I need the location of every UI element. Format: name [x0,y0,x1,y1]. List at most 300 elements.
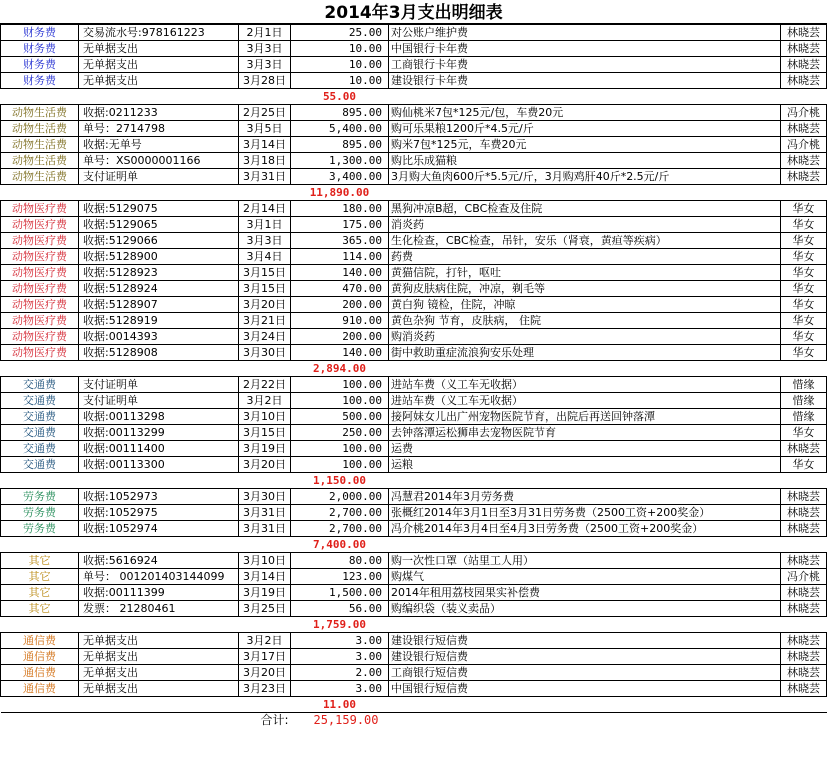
subtotal-blank [79,185,239,201]
table-row [1,569,827,585]
person-cell: 林晓芸 [781,57,827,73]
amount-cell: 200.00 [291,329,389,345]
category-cell: 财务费 [1,41,79,57]
description-cell: 购仙桃米7包*125元/包，车费20元 [389,105,781,121]
date-cell: 3月31日 [239,169,291,185]
category-cell: 财务费 [1,73,79,89]
subtotal-blank [239,89,291,105]
person-cell: 冯介桃 [781,137,827,153]
date-cell: 3月10日 [239,553,291,569]
category-cell: 通信费 [1,633,79,649]
description-cell: 黑狗冲凉B超，CBC检查及住院 [389,201,781,217]
date-cell: 2月1日 [239,25,291,41]
description-cell: 接阿妹女儿出广州宠物医院节育，出院后再送回钟落潭 [389,409,781,425]
table-row [1,409,827,425]
document-cell: 收据:1052974 [79,521,239,537]
document-cell: 无单据支出 [79,57,239,73]
table-row [1,425,827,441]
subtotal-blank [781,617,827,633]
subtotal-amount: 1,759.00 [291,617,389,633]
person-cell: 林晓芸 [781,521,827,537]
description-cell: 工商银行卡年费 [389,57,781,73]
category-cell: 动物医疗费 [1,201,79,217]
table-row [1,73,827,89]
amount-cell: 470.00 [291,281,389,297]
table-row [1,281,827,297]
date-cell: 3月1日 [239,217,291,233]
table-row [1,57,827,73]
date-cell: 3月18日 [239,153,291,169]
amount-cell: 3,400.00 [291,169,389,185]
description-cell: 工商银行短信费 [389,665,781,681]
category-cell: 其它 [1,585,79,601]
document-cell: 无单据支出 [79,665,239,681]
category-cell: 动物医疗费 [1,265,79,281]
person-cell: 林晓芸 [781,633,827,649]
description-cell: 张概红2014年3月1日至3月31日劳务费（2500工资+200奖金） [389,505,781,521]
description-cell: 药费 [389,249,781,265]
table-row [1,297,827,313]
category-cell: 劳务费 [1,489,79,505]
category-cell: 其它 [1,553,79,569]
date-cell: 3月31日 [239,505,291,521]
document-cell: 收据:5128923 [79,265,239,281]
subtotal-blank [79,361,239,377]
table-row [1,505,827,521]
person-cell: 华女 [781,201,827,217]
category-cell: 动物生活费 [1,105,79,121]
subtotal-blank [239,697,291,713]
document-cell: 收据:0014393 [79,329,239,345]
amount-cell: 175.00 [291,217,389,233]
table-row [1,137,827,153]
table-row [1,233,827,249]
subtotal-blank [1,617,79,633]
person-cell: 惜缘 [781,409,827,425]
category-cell: 其它 [1,569,79,585]
category-cell: 交通费 [1,393,79,409]
document-cell: 支付证明单 [79,169,239,185]
person-cell: 冯介桃 [781,569,827,585]
category-cell: 交通费 [1,441,79,457]
person-cell: 林晓芸 [781,73,827,89]
document-cell: 收据:5128924 [79,281,239,297]
subtotal-blank [781,361,827,377]
table-row [1,265,827,281]
description-cell: 黄色杂狗 节育，皮肤病， 住院 [389,313,781,329]
table-row [1,41,827,57]
person-cell: 华女 [781,249,827,265]
subtotal-blank [239,537,291,553]
subtotal-blank [389,617,781,633]
description-cell: 建设银行卡年费 [389,73,781,89]
table-row [1,601,827,617]
document-cell: 收据:1052975 [79,505,239,521]
subtotal-blank [1,537,79,553]
category-cell: 财务费 [1,57,79,73]
table-row [1,489,827,505]
date-cell: 3月4日 [239,249,291,265]
table-row [1,313,827,329]
subtotal-row [1,537,827,553]
amount-cell: 2,700.00 [291,505,389,521]
person-cell: 华女 [781,281,827,297]
amount-cell: 5,400.00 [291,121,389,137]
expense-table [0,24,827,729]
date-cell: 3月15日 [239,425,291,441]
subtotal-blank [781,89,827,105]
document-cell: 无单据支出 [79,633,239,649]
table-row [1,665,827,681]
document-cell: 收据:5128907 [79,297,239,313]
date-cell: 3月21日 [239,313,291,329]
table-row [1,217,827,233]
date-cell: 3月30日 [239,345,291,361]
amount-cell: 140.00 [291,265,389,281]
subtotal-blank [781,537,827,553]
category-cell: 通信费 [1,649,79,665]
category-cell: 动物生活费 [1,121,79,137]
table-row [1,633,827,649]
person-cell: 华女 [781,457,827,473]
description-cell: 去钟落潭运松狮串去宠物医院节育 [389,425,781,441]
document-cell: 支付证明单 [79,393,239,409]
subtotal-row [1,185,827,201]
amount-cell: 2,700.00 [291,521,389,537]
document-cell: 收据:1052973 [79,489,239,505]
date-cell: 2月22日 [239,377,291,393]
person-cell: 林晓芸 [781,505,827,521]
total-blank [79,713,239,729]
date-cell: 3月3日 [239,57,291,73]
amount-cell: 114.00 [291,249,389,265]
description-cell: 黄白狗 镜检，住院，冲晾 [389,297,781,313]
document-cell: 收据:无单号 [79,137,239,153]
description-cell: 黄狗皮肤病住院，冲凉，剃毛等 [389,281,781,297]
date-cell: 2月14日 [239,201,291,217]
date-cell: 3月15日 [239,265,291,281]
person-cell: 华女 [781,329,827,345]
person-cell: 林晓芸 [781,441,827,457]
description-cell: 冯介桃2014年3月4日至4月3日劳务费（2500工资+200奖金） [389,521,781,537]
table-row [1,441,827,457]
category-cell: 交通费 [1,377,79,393]
total-blank [1,713,79,729]
description-cell: 黄猫信院，打针，呕吐 [389,265,781,281]
person-cell: 林晓芸 [781,489,827,505]
subtotal-blank [79,617,239,633]
total-label: 合计: [260,713,289,728]
subtotal-amount: 11.00 [291,697,389,713]
category-cell: 交通费 [1,425,79,441]
subtotal-blank [1,89,79,105]
document-cell: 交易流水号:978161223 [79,25,239,41]
category-cell: 动物医疗费 [1,329,79,345]
category-cell: 劳务费 [1,505,79,521]
document-cell: 收据:0211233 [79,105,239,121]
amount-cell: 895.00 [291,137,389,153]
person-cell: 林晓芸 [781,553,827,569]
subtotal-blank [79,473,239,489]
date-cell: 3月15日 [239,281,291,297]
total-blank [781,713,827,729]
person-cell: 林晓芸 [781,25,827,41]
subtotal-blank [781,473,827,489]
subtotal-blank [239,361,291,377]
person-cell: 华女 [781,217,827,233]
description-cell: 3月购大鱼肉600斤*5.5元/斤，3月购鸡肝40斤*2.5元/斤 [389,169,781,185]
date-cell: 3月25日 [239,601,291,617]
subtotal-blank [79,697,239,713]
date-cell: 3月10日 [239,409,291,425]
amount-cell: 180.00 [291,201,389,217]
subtotal-blank [389,361,781,377]
date-cell: 3月28日 [239,73,291,89]
person-cell: 林晓芸 [781,681,827,697]
subtotal-row [1,361,827,377]
person-cell: 林晓芸 [781,585,827,601]
category-cell: 劳务费 [1,521,79,537]
category-cell: 财务费 [1,25,79,41]
subtotal-blank [1,185,79,201]
subtotal-blank [389,697,781,713]
document-cell: 收据:5129075 [79,201,239,217]
subtotal-blank [1,361,79,377]
table-row [1,25,827,41]
amount-cell: 10.00 [291,57,389,73]
date-cell: 3月20日 [239,297,291,313]
category-cell: 动物生活费 [1,153,79,169]
subtotal-blank [239,473,291,489]
table-row [1,105,827,121]
document-cell: 收据:00111400 [79,441,239,457]
category-cell: 动物医疗费 [1,249,79,265]
date-cell: 3月14日 [239,137,291,153]
description-cell: 建设银行短信费 [389,649,781,665]
category-cell: 交通费 [1,409,79,425]
description-cell: 建设银行短信费 [389,633,781,649]
subtotal-blank [389,89,781,105]
description-cell: 进站车费（义工车无收据） [389,377,781,393]
category-cell: 动物医疗费 [1,313,79,329]
document-cell: 单号：2714798 [79,121,239,137]
document-cell: 单号： 001201403144099 [79,569,239,585]
amount-cell: 100.00 [291,457,389,473]
description-cell: 购消炎药 [389,329,781,345]
person-cell: 华女 [781,265,827,281]
date-cell: 3月5日 [239,121,291,137]
category-cell: 动物生活费 [1,169,79,185]
category-cell: 动物医疗费 [1,297,79,313]
amount-cell: 200.00 [291,297,389,313]
table-row [1,121,827,137]
amount-cell: 910.00 [291,313,389,329]
description-cell: 对公账户维护费 [389,25,781,41]
description-cell: 进站车费（义工车无收据） [389,393,781,409]
date-cell: 3月2日 [239,633,291,649]
date-cell: 3月20日 [239,665,291,681]
date-cell: 3月14日 [239,569,291,585]
table-row [1,377,827,393]
amount-cell: 2,000.00 [291,489,389,505]
amount-cell: 3.00 [291,633,389,649]
subtotal-row [1,697,827,713]
description-cell: 消炎药 [389,217,781,233]
amount-cell: 3.00 [291,681,389,697]
total-blank [389,713,781,729]
person-cell: 惜缘 [781,393,827,409]
amount-cell: 10.00 [291,41,389,57]
document-cell: 无单据支出 [79,649,239,665]
document-cell: 收据:00113300 [79,457,239,473]
person-cell: 华女 [781,345,827,361]
table-row [1,521,827,537]
description-cell: 2014年租用荔枝园果实补偿费 [389,585,781,601]
category-cell: 动物医疗费 [1,233,79,249]
document-cell: 收据:00111399 [79,585,239,601]
person-cell: 林晓芸 [781,601,827,617]
document-cell: 收据:5128900 [79,249,239,265]
person-cell: 林晓芸 [781,41,827,57]
table-row [1,649,827,665]
document-cell: 无单据支出 [79,681,239,697]
subtotal-blank [239,617,291,633]
description-cell: 生化检查，CBC检查，吊针，安乐（肾衰，黄疸等疾病） [389,233,781,249]
subtotal-row [1,89,827,105]
person-cell: 华女 [781,313,827,329]
total-row [1,713,827,729]
document-cell: 无单据支出 [79,41,239,57]
table-row [1,249,827,265]
subtotal-blank [1,697,79,713]
category-cell: 交通费 [1,457,79,473]
description-cell: 购米7包*125元，车费20元 [389,137,781,153]
date-cell: 3月31日 [239,521,291,537]
amount-cell: 500.00 [291,409,389,425]
subtotal-blank [79,537,239,553]
subtotal-blank [389,537,781,553]
amount-cell: 895.00 [291,105,389,121]
category-cell: 动物医疗费 [1,281,79,297]
table-row [1,585,827,601]
person-cell: 林晓芸 [781,649,827,665]
amount-cell: 56.00 [291,601,389,617]
amount-cell: 365.00 [291,233,389,249]
amount-cell: 100.00 [291,441,389,457]
amount-cell: 3.00 [291,649,389,665]
date-cell: 3月3日 [239,41,291,57]
subtotal-blank [389,185,781,201]
date-cell: 3月2日 [239,393,291,409]
amount-cell: 1,300.00 [291,153,389,169]
date-cell: 3月24日 [239,329,291,345]
amount-cell: 100.00 [291,393,389,409]
subtotal-blank [781,697,827,713]
person-cell: 林晓芸 [781,153,827,169]
table-row [1,169,827,185]
amount-cell: 2.00 [291,665,389,681]
subtotal-blank [1,473,79,489]
amount-cell: 250.00 [291,425,389,441]
description-cell: 购编织袋（装义卖品） [389,601,781,617]
table-row [1,393,827,409]
document-cell: 收据:5128908 [79,345,239,361]
document-cell: 无单据支出 [79,73,239,89]
sheet-title: 2014年3月支出明细表 [0,0,827,24]
description-cell: 购可乐果粮1200斤*4.5元/斤 [389,121,781,137]
date-cell: 3月30日 [239,489,291,505]
person-cell: 林晓芸 [781,121,827,137]
amount-cell: 140.00 [291,345,389,361]
description-cell: 冯慧君2014年3月劳务费 [389,489,781,505]
table-row [1,681,827,697]
document-cell: 收据:5129066 [79,233,239,249]
person-cell: 华女 [781,297,827,313]
subtotal-amount: 11,890.00 [291,185,389,201]
document-cell: 收据:00113298 [79,409,239,425]
document-cell: 发票： 21280461 [79,601,239,617]
date-cell: 3月23日 [239,681,291,697]
description-cell: 运费 [389,441,781,457]
amount-cell: 123.00 [291,569,389,585]
subtotal-amount: 7,400.00 [291,537,389,553]
expense-table-body [1,25,827,729]
person-cell: 惜缘 [781,377,827,393]
subtotal-row [1,473,827,489]
table-row [1,457,827,473]
table-row [1,201,827,217]
document-cell: 单号：XS0000001166 [79,153,239,169]
description-cell: 中国银行短信费 [389,681,781,697]
subtotal-row [1,617,827,633]
subtotal-amount: 1,150.00 [291,473,389,489]
date-cell: 3月3日 [239,233,291,249]
date-cell: 3月17日 [239,649,291,665]
date-cell: 2月25日 [239,105,291,121]
category-cell: 通信费 [1,665,79,681]
document-cell: 收据:5616924 [79,553,239,569]
document-cell: 收据:00113299 [79,425,239,441]
category-cell: 动物医疗费 [1,345,79,361]
description-cell: 中国银行卡年费 [389,41,781,57]
person-cell: 华女 [781,233,827,249]
subtotal-blank [239,185,291,201]
category-cell: 通信费 [1,681,79,697]
description-cell: 街中救助重症流浪狗安乐处理 [389,345,781,361]
amount-cell: 100.00 [291,377,389,393]
date-cell: 3月20日 [239,457,291,473]
amount-cell: 80.00 [291,553,389,569]
category-cell: 动物医疗费 [1,217,79,233]
description-cell: 购煤气 [389,569,781,585]
date-cell: 3月19日 [239,441,291,457]
subtotal-blank [389,473,781,489]
document-cell: 收据:5129065 [79,217,239,233]
subtotal-amount: 2,894.00 [291,361,389,377]
person-cell: 华女 [781,425,827,441]
subtotal-blank [781,185,827,201]
table-row [1,153,827,169]
person-cell: 冯介桃 [781,105,827,121]
document-cell: 收据:5128919 [79,313,239,329]
description-cell: 购比乐成猫粮 [389,153,781,169]
amount-cell: 1,500.00 [291,585,389,601]
table-row [1,329,827,345]
category-cell: 其它 [1,601,79,617]
person-cell: 林晓芸 [781,665,827,681]
table-row [1,345,827,361]
subtotal-blank [79,89,239,105]
